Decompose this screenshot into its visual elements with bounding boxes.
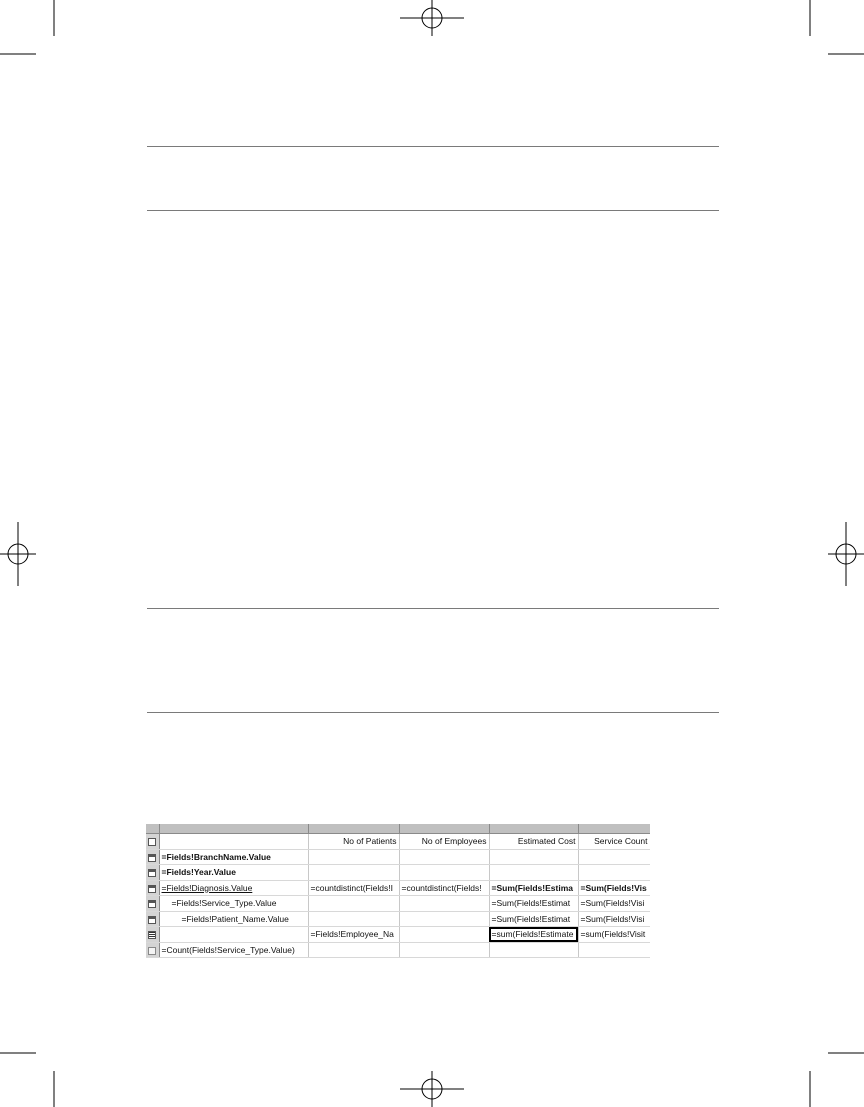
detail-row xyxy=(146,927,650,943)
column-handle[interactable] xyxy=(489,824,578,834)
table-cell[interactable]: =Sum(Fields!Estimat xyxy=(489,911,578,927)
table-cell[interactable] xyxy=(578,942,650,958)
table-cell[interactable] xyxy=(399,896,489,912)
group-header-icon xyxy=(148,854,156,862)
header-cell-no-of-patients[interactable]: No of Patients xyxy=(308,834,399,850)
row-handle[interactable] xyxy=(146,942,159,958)
year-cell[interactable]: =Fields!Year.Value xyxy=(159,865,308,881)
column-handle[interactable] xyxy=(399,824,489,834)
employee-name-cell[interactable]: =Fields!Employee_Na xyxy=(308,927,399,943)
table-cell[interactable]: =countdistinct(Fields!I xyxy=(308,880,399,896)
table-cell[interactable] xyxy=(308,849,399,865)
table-cell[interactable] xyxy=(399,942,489,958)
detail-row-icon xyxy=(148,931,156,939)
table-cell[interactable]: =Sum(Fields!Visi xyxy=(578,896,650,912)
row-handle[interactable] xyxy=(146,896,159,912)
table-header-row xyxy=(146,834,650,850)
divider-rule-2 xyxy=(147,210,719,211)
header-cell-no-of-employees[interactable]: No of Employees xyxy=(399,834,489,850)
table-cell[interactable] xyxy=(159,834,308,850)
table-cell[interactable] xyxy=(489,942,578,958)
branch-name-cell[interactable]: =Fields!BranchName.Value xyxy=(159,849,308,865)
row-handle[interactable] xyxy=(146,927,159,943)
table-cell[interactable] xyxy=(308,942,399,958)
table-cell[interactable] xyxy=(399,911,489,927)
row-handle[interactable] xyxy=(146,849,159,865)
patient-name-cell[interactable]: =Fields!Patient_Name.Value xyxy=(159,911,308,927)
table-cell[interactable] xyxy=(308,896,399,912)
divider-rule-3 xyxy=(147,608,719,609)
row-handle[interactable] xyxy=(146,865,159,881)
service-type-cell[interactable]: =Fields!Service_Type.Value xyxy=(159,896,308,912)
footer-row-icon xyxy=(148,947,156,955)
table-cell[interactable] xyxy=(489,865,578,881)
column-handle[interactable] xyxy=(578,824,650,834)
header-cell-estimated-cost[interactable]: Estimated Cost xyxy=(489,834,578,850)
row-handle[interactable] xyxy=(146,834,159,850)
group-row-diagnosis xyxy=(146,880,650,896)
divider-rule-1 xyxy=(147,146,719,147)
table-cell[interactable] xyxy=(159,927,308,943)
header-cell-service-count[interactable]: Service Count xyxy=(578,834,650,850)
group-header-icon xyxy=(148,900,156,908)
footer-row xyxy=(146,942,650,958)
table-cell[interactable]: =Sum(Fields!Vis xyxy=(578,880,650,896)
table-cell[interactable] xyxy=(578,865,650,881)
table-cell[interactable]: =countdistinct(Fields! xyxy=(399,880,489,896)
header-row-icon xyxy=(148,838,156,846)
group-row-year xyxy=(146,865,650,881)
table-cell[interactable] xyxy=(399,849,489,865)
table-cell[interactable] xyxy=(399,865,489,881)
table-cell[interactable]: =sum(Fields!Visit xyxy=(578,927,650,943)
corner-handle[interactable] xyxy=(146,824,159,834)
table-cell[interactable] xyxy=(489,849,578,865)
group-row-patient-name xyxy=(146,911,650,927)
group-header-icon xyxy=(148,885,156,893)
diagnosis-cell[interactable]: =Fields!Diagnosis.Value xyxy=(159,880,308,896)
group-header-icon xyxy=(148,916,156,924)
group-row-service-type xyxy=(146,896,650,912)
column-handle[interactable] xyxy=(159,824,308,834)
table-cell[interactable] xyxy=(578,849,650,865)
table-cell[interactable]: =Sum(Fields!Estimat xyxy=(489,896,578,912)
table-cell[interactable] xyxy=(308,865,399,881)
divider-rule-4 xyxy=(147,712,719,713)
table-cell[interactable] xyxy=(399,927,489,943)
column-handle-row xyxy=(146,824,650,834)
table-cell[interactable]: =Sum(Fields!Visi xyxy=(578,911,650,927)
count-cell[interactable]: =Count(Fields!Service_Type.Value) xyxy=(159,942,308,958)
row-handle[interactable] xyxy=(146,880,159,896)
report-designer-grid xyxy=(146,824,650,964)
group-row-branch xyxy=(146,849,650,865)
table-cell[interactable]: =Sum(Fields!Estima xyxy=(489,880,578,896)
selected-estimated-cost-cell[interactable]: =sum(Fields!Estimate xyxy=(489,927,578,943)
table-cell[interactable] xyxy=(308,911,399,927)
column-handle[interactable] xyxy=(308,824,399,834)
row-handle[interactable] xyxy=(146,911,159,927)
group-header-icon xyxy=(148,869,156,877)
